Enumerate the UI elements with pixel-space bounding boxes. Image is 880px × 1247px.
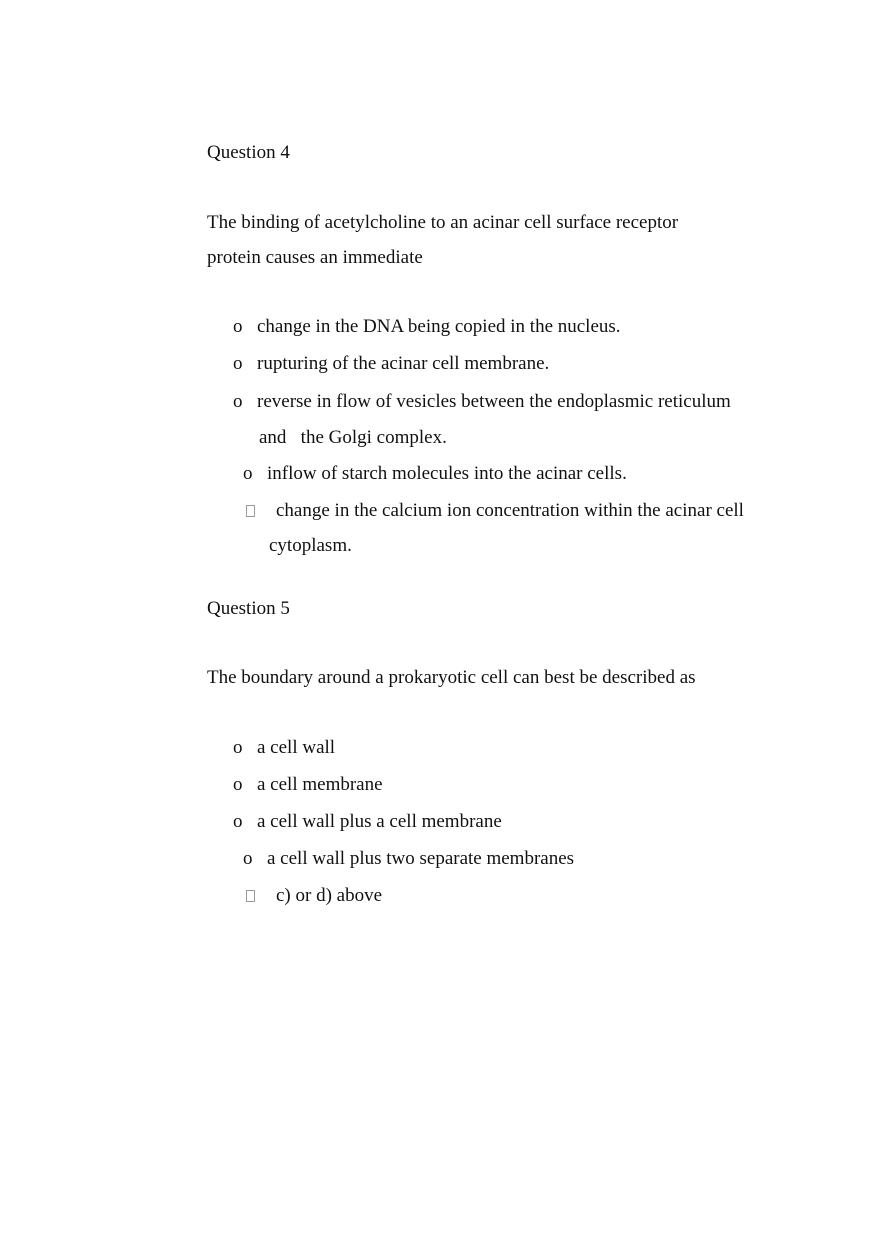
option-text: c) or d) above <box>276 885 383 906</box>
question-4-stem-line-1: The binding of acetylcholine to an acinar cell surface receptor <box>207 212 679 233</box>
option-bullet: o <box>233 811 243 832</box>
option-text: change in the DNA being copied in the nucleus. <box>257 316 621 337</box>
question-4-stem-line-2: protein causes an immediate <box>207 247 423 268</box>
option-text-line-1: reverse in flow of vesicles between the endoplasmic reticulum <box>257 391 731 412</box>
option-bullet: o <box>233 316 243 337</box>
option-bullet: o <box>233 737 243 758</box>
option-text: a cell wall <box>257 737 336 758</box>
option-text-line-1: change in the calcium ion concentration within the acinar cell <box>276 500 744 521</box>
missing-glyph-icon <box>246 505 255 517</box>
option-text: a cell membrane <box>257 774 383 795</box>
question-5-stem-line-1: The boundary around a prokaryotic cell can best be described as <box>207 667 696 688</box>
option-text: inflow of starch molecules into the acinar cells. <box>267 463 627 484</box>
option-bullet: o <box>243 463 253 484</box>
option-bullet: o <box>233 774 243 795</box>
question-4-heading: Question 4 <box>207 142 290 163</box>
option-bullet: o <box>243 848 253 869</box>
option-bullet: o <box>233 391 243 412</box>
option-text-line-2: cytoplasm. <box>269 535 352 556</box>
option-bullet: o <box>233 353 243 374</box>
option-text: a cell wall plus a cell membrane <box>257 811 502 832</box>
missing-glyph-icon <box>246 890 255 902</box>
option-text: a cell wall plus two separate membranes <box>267 848 575 869</box>
option-text: rupturing of the acinar cell membrane. <box>257 353 550 374</box>
question-5-heading: Question 5 <box>207 598 290 619</box>
option-text-line-2: and the Golgi complex. <box>259 427 447 448</box>
